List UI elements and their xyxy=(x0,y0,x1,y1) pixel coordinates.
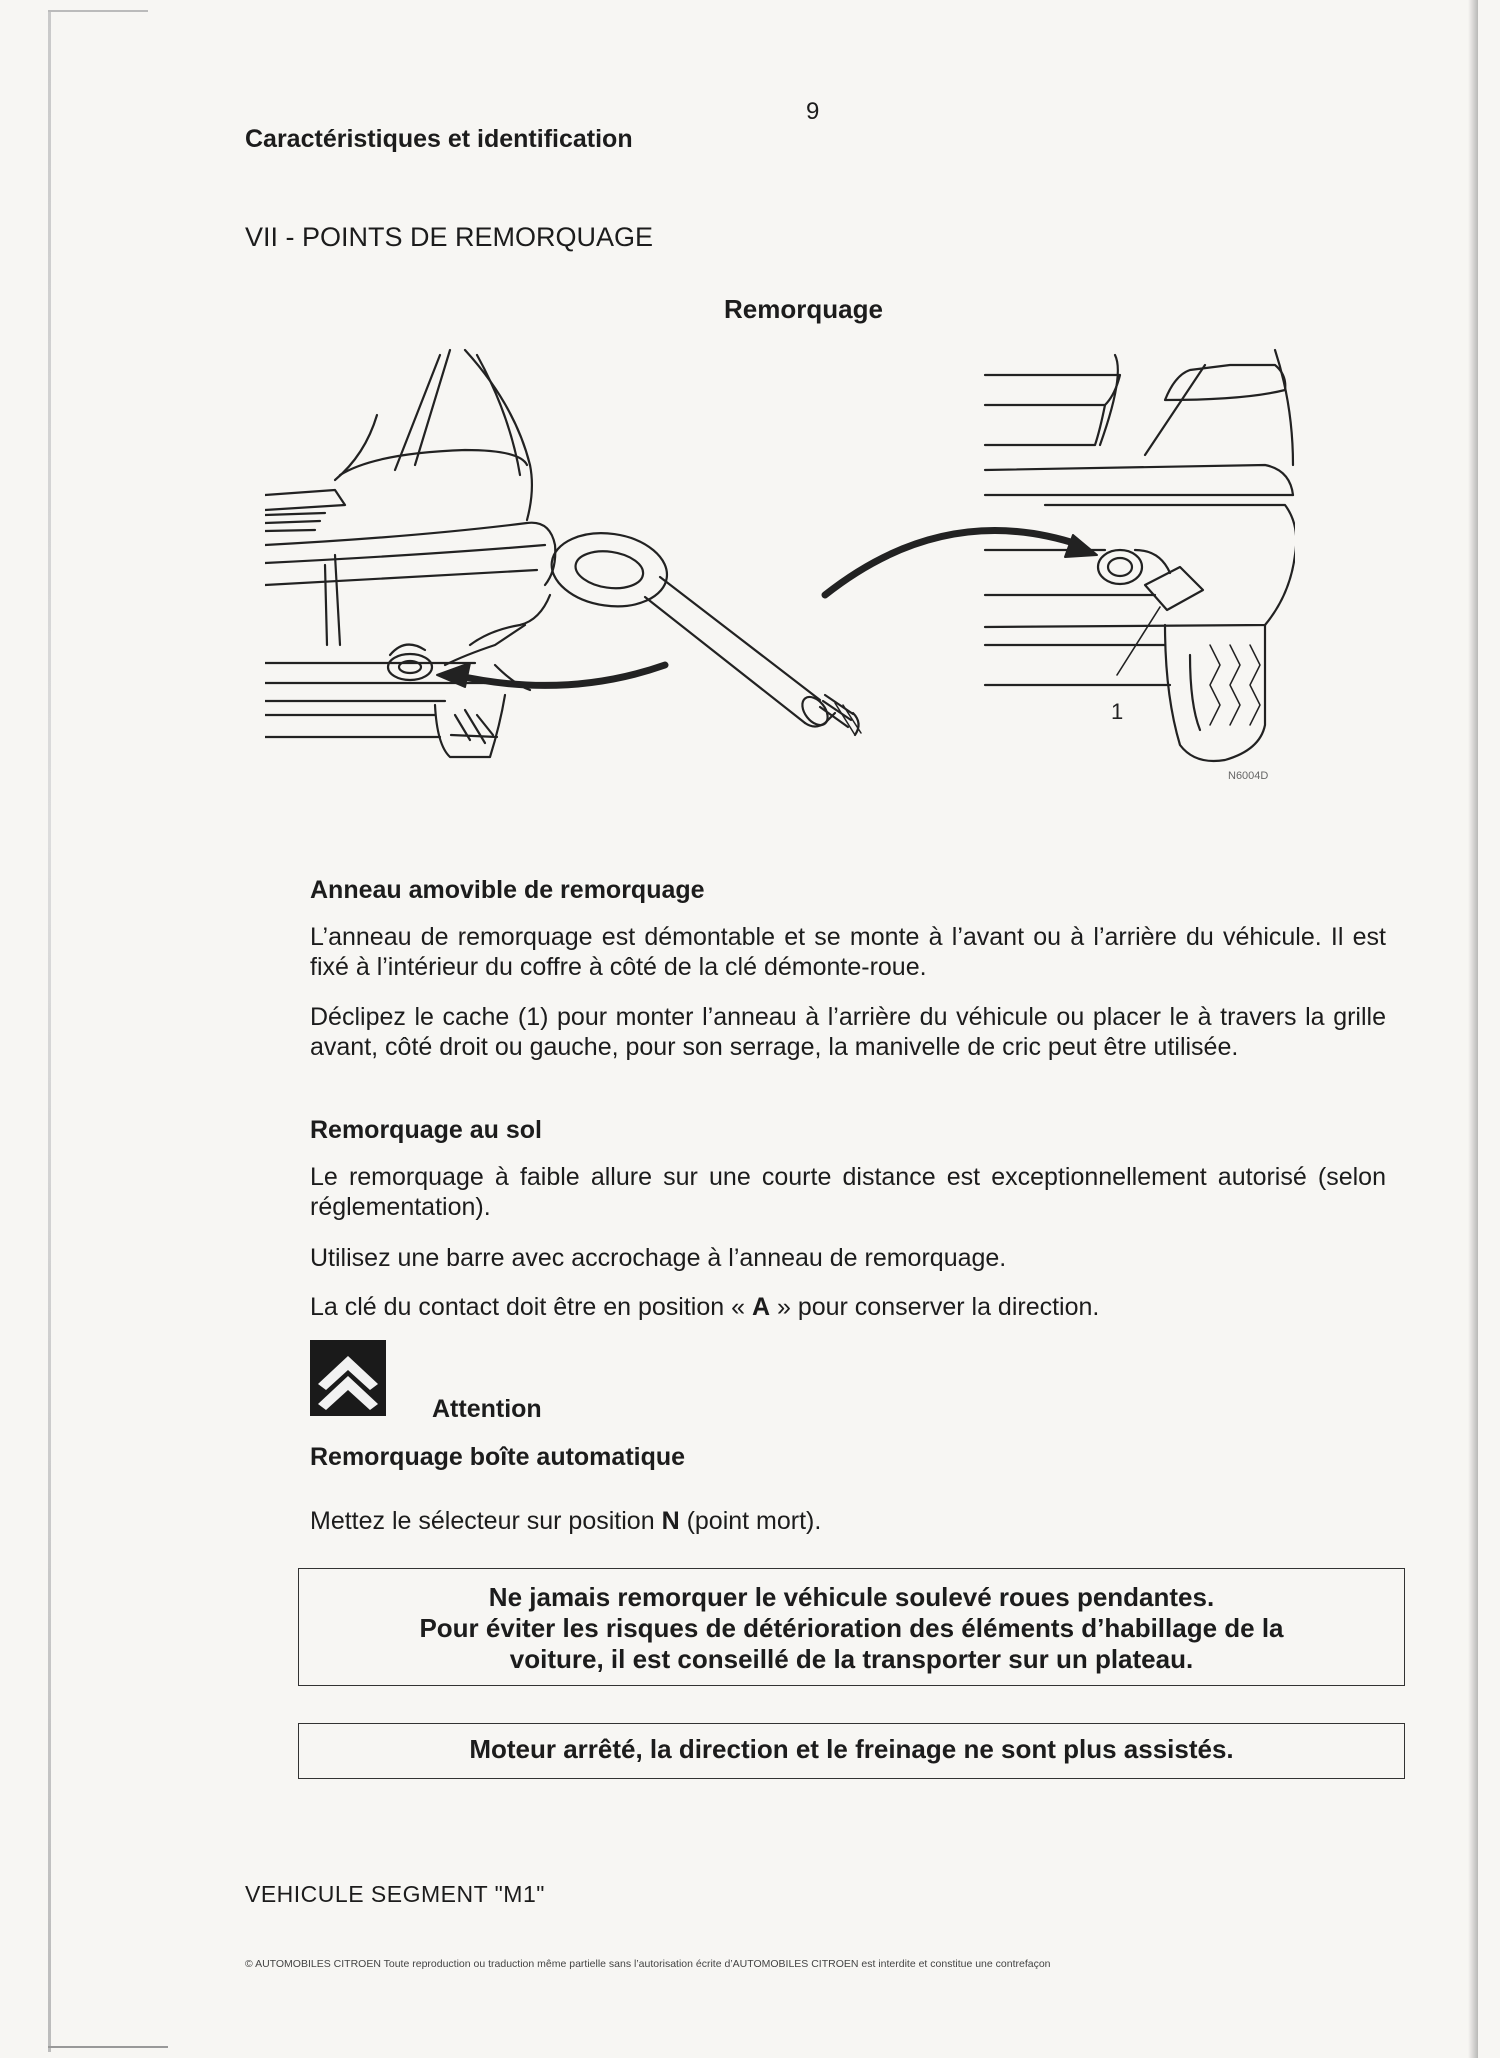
header-title: Caractéristiques et identification xyxy=(245,125,633,153)
page-top-edge xyxy=(48,10,148,12)
paragraph-anneau-1: L’anneau de remorquage est démontable et se monte à l’avant ou à l’arrière du véhicule. Il est fixé à l’intérieur du coffre à côté de la clé démonte-roue. xyxy=(310,923,1386,981)
paragraph-sol-3 xyxy=(310,1292,1386,1322)
tow-ring-drawing xyxy=(547,526,861,735)
page-right-shadow xyxy=(1468,0,1478,2058)
warning-line-3: voiture, il est conseillé de la transporter sur un plateau. xyxy=(509,1644,1194,1674)
section-title: VII - POINTS DE REMORQUAGE xyxy=(245,222,654,252)
page-left-edge xyxy=(48,12,51,2052)
heading-boite-automatique: Remorquage boîte automatique xyxy=(310,1443,686,1471)
heading-remorquage-sol: Remorquage au sol xyxy=(310,1116,542,1144)
figure-title: Remorquage xyxy=(724,294,883,324)
figure-reference: N6004D xyxy=(1228,770,1269,782)
towing-illustration xyxy=(265,345,1295,785)
warning-line-2: Pour éviter les risques de détérioration des éléments d’habillage de la xyxy=(419,1613,1284,1643)
text-segment: La clé du contact doit être en position « xyxy=(310,1293,752,1321)
text-segment: » pour conserver la direction. xyxy=(770,1293,1100,1321)
copyright-notice: © AUTOMOBILES CITROEN Toute reproduction ou traduction même partielle sans l’autorisation écrite d’AUTOMOBILES CITROEN est interdite et constitue une contrefaçon xyxy=(245,1958,1051,1970)
page-number: 9 xyxy=(806,98,820,125)
paragraph-sol-2: Utilisez une barre avec accrochage à l’anneau de remorquage. xyxy=(310,1244,1007,1272)
paragraph-boite-automatique xyxy=(310,1506,1386,1536)
position-letter: A xyxy=(751,1293,771,1321)
neutral-letter: N xyxy=(661,1507,680,1535)
rear-arrow xyxy=(825,531,1097,595)
attention-label: Attention xyxy=(432,1395,542,1423)
heading-anneau-amovible: Anneau amovible de remorquage xyxy=(310,876,705,904)
warning-line-1: Ne jamais remorquer le véhicule soulevé roues pendantes. xyxy=(488,1582,1215,1612)
paragraph-anneau-2: Déclipez le cache (1) pour monter l’anneau à l’arrière du véhicule ou placer le à travers la grille avant, côté droit ou gauche, pour son serrage, la manivelle de cric peut être utilisée. xyxy=(310,1003,1386,1061)
footer-title: VEHICULE SEGMENT "M1" xyxy=(245,1881,545,1907)
text-segment: (point mort). xyxy=(679,1507,822,1535)
callout-1: 1 xyxy=(1111,699,1124,724)
warning-box-moteur: Moteur arrêté, la direction et le freinage ne sont plus assistés. xyxy=(298,1723,1405,1779)
front-car-drawing xyxy=(265,350,555,757)
citroen-chevron-logo xyxy=(310,1340,386,1416)
page-bottom-edge xyxy=(48,2046,168,2048)
warning-box-transport xyxy=(298,1568,1405,1686)
text-segment: Mettez le sélecteur sur position xyxy=(310,1507,662,1535)
paragraph-sol-1: Le remorquage à faible allure sur une courte distance est exceptionnellement autorisé (selon réglementation). xyxy=(310,1163,1386,1221)
rear-car-drawing xyxy=(985,350,1295,761)
